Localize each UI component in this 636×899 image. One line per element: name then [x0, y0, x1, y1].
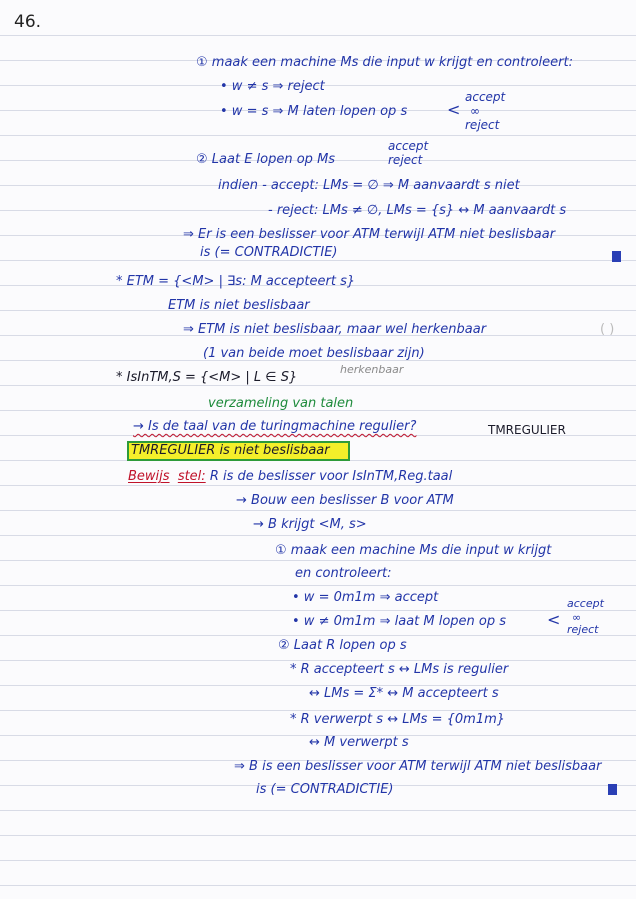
- b-gets-input: → B krijgt <M, s>: [253, 517, 367, 532]
- branch-brace-3: <: [547, 610, 561, 629]
- proof-label: Bewijs: [128, 469, 170, 484]
- etm-complement: ⇒ ETM is niet beslisbaar, maar wel herkenbaar: [183, 322, 487, 337]
- branch-brace-1: <: [447, 100, 461, 119]
- case-w-not-0m1m: • w ≠ 0m1m ⇒ laat M lopen op s: [292, 614, 507, 629]
- assume-label: stel:: [177, 469, 206, 484]
- margin-square-icon: [612, 251, 621, 262]
- margin-bracket-mark: ( ): [600, 322, 615, 337]
- step1-create-machine: ① maak een machine Ms die input w krijgt en controleert:: [196, 55, 573, 70]
- m-rejects: ↔ M verwerpt s: [309, 735, 409, 750]
- question-regular-text: → Is de taal van de turingmachine regulier?: [133, 419, 417, 434]
- branch-reject-1: reject: [465, 118, 500, 132]
- and-checks: en controleert:: [295, 566, 392, 581]
- etm-not-decidable: ETM is niet beslisbaar: [168, 298, 310, 313]
- set-of-languages-label: verzameling van talen: [208, 396, 354, 411]
- one-of-both-note: (1 van beide moet beslisbaar zijn): [203, 346, 425, 361]
- proof-line: [128, 469, 452, 485]
- margin-square-icon-2: [608, 784, 617, 795]
- branch-inf-3: ∞: [572, 611, 582, 624]
- isin-definition: * IsInTM,S = {<M> | L ∈ S}: [116, 370, 298, 385]
- contradiction-1: is (= CONTRADICTIE): [200, 245, 338, 260]
- conclusion-1: ⇒ Er is een beslisser voor ATM terwijl ATM niet beslisbaar: [183, 227, 556, 242]
- case-w-not-s: • w ≠ s ⇒ reject: [220, 79, 325, 94]
- question-regular: [133, 419, 416, 435]
- page-number: 46.: [14, 12, 42, 32]
- step2-run-r: ② Laat R lopen op s: [278, 638, 407, 653]
- branch-accept-3: accept: [567, 597, 604, 610]
- recognizable-note: herkenbaar: [340, 363, 404, 376]
- step2-run-e: ② Laat E lopen op Ms: [196, 152, 336, 167]
- tm-regulier-label: TMREGULIER: [488, 423, 566, 437]
- branch-reject-2: reject: [388, 153, 423, 167]
- if-accept: indien - accept: LMs = ∅ ⇒ M aanvaardt s niet: [218, 178, 520, 193]
- r-accepts: * R accepteert s ↔ LMs is regulier: [290, 662, 509, 677]
- r-rejects: * R verwerpt s ↔ LMs = {0m1m}: [290, 712, 506, 727]
- branch-accept-2: accept: [388, 139, 429, 153]
- case-w-0m1m: • w = 0m1m ⇒ accept: [292, 590, 439, 605]
- conclusion-2: ⇒ B is een beslisser voor ATM terwijl ATM niet beslisbaar: [234, 759, 602, 774]
- branch-accept-1: accept: [465, 90, 506, 104]
- branch-inf-1: ∞: [470, 104, 480, 118]
- contradiction-2: is (= CONTRADICTIE): [256, 782, 394, 797]
- branch-reject-3: reject: [567, 623, 599, 636]
- step1-create-machine-2: ① maak een machine Ms die input w krijgt: [275, 543, 552, 558]
- equivalence-sigma: ↔ LMs = Σ* ↔ M accepteert s: [309, 686, 499, 701]
- etm-definition: * ETM = {<M> | ∃s: M accepteert s}: [116, 274, 356, 289]
- proof-assumption: R is de beslisser voor IsInTM,Reg.taal: [209, 469, 453, 484]
- if-reject: - reject: LMs ≠ ∅, LMs = {s} ↔ M aanvaardt s: [268, 203, 567, 218]
- build-decider: → Bouw een beslisser B voor ATM: [236, 493, 454, 508]
- tm-regulier-claim: TMREGULIER is niet beslisbaar: [131, 443, 330, 458]
- case-w-equals-s: • w = s ⇒ M laten lopen op s: [220, 104, 408, 119]
